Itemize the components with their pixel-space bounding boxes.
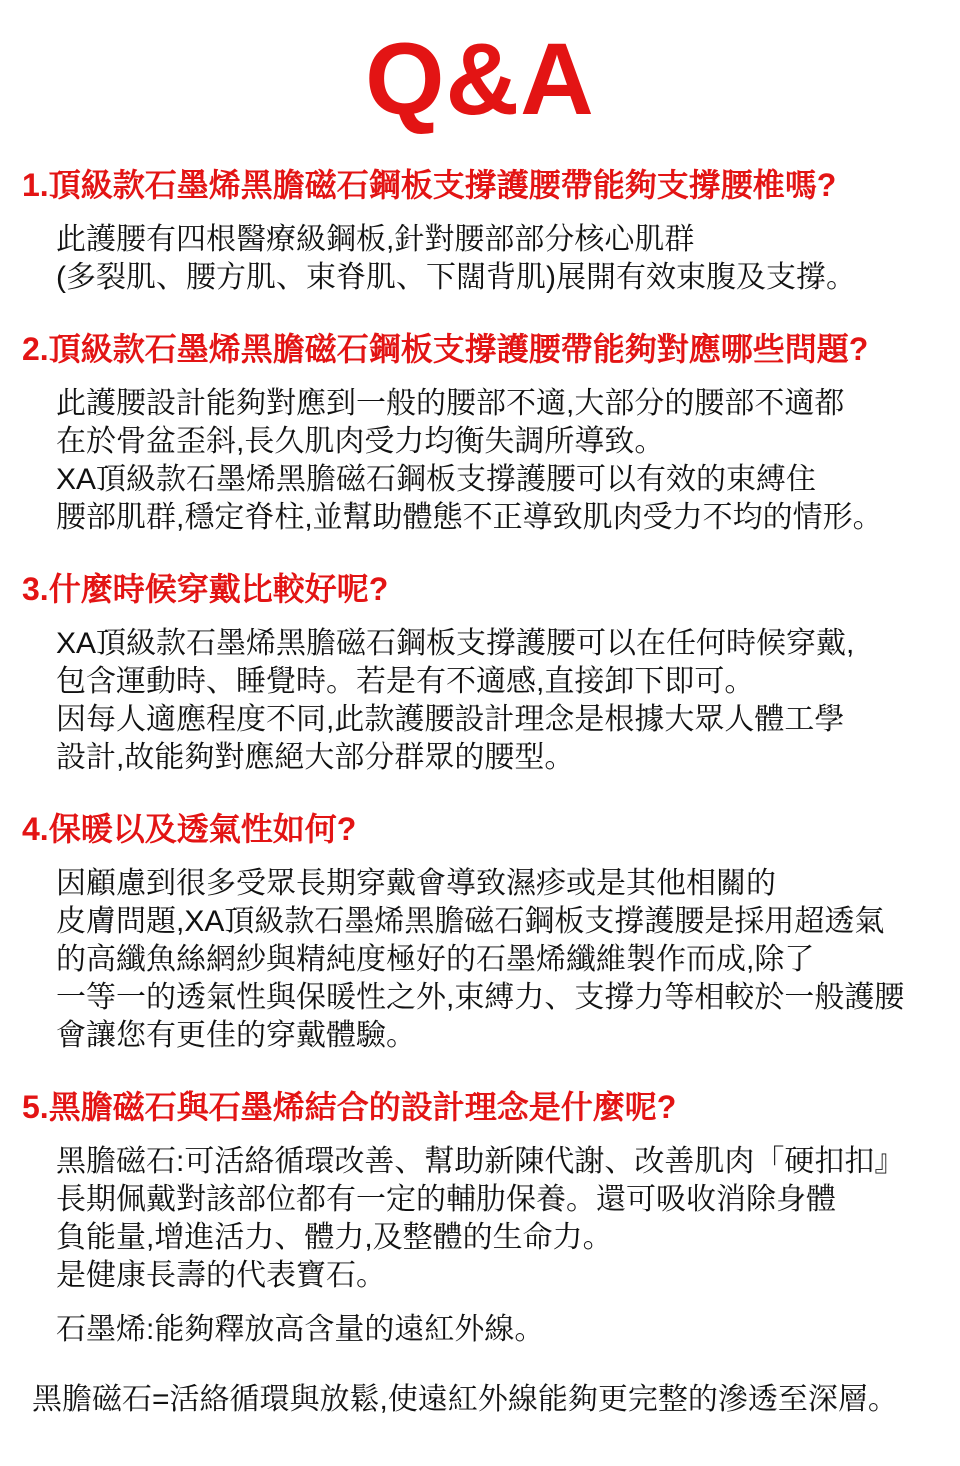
answer-line: 長期佩戴對該部位都有一定的輔肋保養。還可吸收消除身體 [56, 1183, 836, 1217]
question-heading: 3.什麼時候穿戴比較好呢? [22, 571, 389, 608]
answer-line: 包含運動時、睡覺時。若是有不適感,直接卸下即可。 [56, 665, 755, 699]
answer-line: 設計,故能夠對應絕大部分群眾的腰型。 [56, 741, 575, 775]
question-heading: 5.黑膽磁石與石墨烯結合的設計理念是什麼呢? [22, 1089, 677, 1126]
answer-line: 是健康長壽的代表寶石。 [56, 1259, 386, 1293]
footer-note: 黑膽磁石=活絡循環與放鬆,使遠紅外線能夠更完整的滲透至深層。 [32, 1383, 898, 1417]
answer-line: XA頂級款石墨烯黑膽磁石鋼板支撐護腰可以在任何時候穿戴, [56, 627, 855, 661]
answer-line: XA頂級款石墨烯黑膽磁石鋼板支撐護腰可以有效的束縛住 [56, 463, 817, 497]
answer-line: 的高纖魚絲網紗與精純度極好的石墨烯纖維製作而成,除了 [56, 943, 815, 977]
qa-section-list [0, 165, 960, 1349]
qa-section [0, 329, 960, 537]
answer-block [56, 865, 960, 1055]
qa-section [0, 1087, 960, 1349]
answer-line: 會讓您有更佳的穿戴體驗。 [56, 1019, 416, 1053]
answer-line: 因顧慮到很多受眾長期穿戴會導致濕疹或是其他相關的 [56, 867, 776, 901]
question-heading: 1.頂級款石墨烯黑膽磁石鋼板支撐護腰帶能夠支撐腰椎嗎? [22, 167, 837, 204]
answer-line: (多裂肌、腰方肌、束脊肌、下闊背肌)展開有效束腹及支撐。 [56, 261, 856, 295]
page-title: Q&A [365, 22, 595, 136]
answer-line: 皮膚問題,XA頂級款石墨烯黑膽磁石鋼板支撐護腰是採用超透氣 [56, 905, 885, 939]
answer-block [56, 385, 960, 537]
answer-block [56, 625, 960, 777]
answer-spacer [56, 1295, 960, 1311]
question-heading: 2.頂級款石墨烯黑膽磁石鋼板支撐護腰帶能夠對應哪些問題? [22, 331, 869, 368]
answer-block [56, 221, 960, 297]
qa-section [0, 809, 960, 1055]
answer-line: 一等一的透氣性與保暖性之外,束縛力、支撐力等相較於一般護腰 [56, 981, 905, 1015]
question-heading: 4.保暖以及透氣性如何? [22, 811, 357, 848]
answer-line: 此護腰設計能夠對應到一般的腰部不適,大部分的腰部不適都 [56, 387, 845, 421]
answer-line: 此護腰有四根醫療級鋼板,針對腰部部分核心肌群 [56, 223, 695, 257]
qa-section [0, 165, 960, 297]
answer-line: 因每人適應程度不同,此款護腰設計理念是根據大眾人體工學 [56, 703, 845, 737]
answer-block [56, 1143, 960, 1349]
answer-line: 石墨烯:能夠釋放高含量的遠紅外線。 [56, 1313, 545, 1347]
qa-section [0, 569, 960, 777]
answer-line: 負能量,增進活力、體力,及整體的生命力。 [56, 1221, 613, 1255]
answer-line: 在於骨盆歪斜,長久肌肉受力均衡失調所導致。 [56, 425, 665, 459]
answer-line: 腰部肌群,穩定脊柱,並幫助體態不正導致肌肉受力不均的情形。 [56, 501, 883, 535]
answer-line: 黑膽磁石:可活絡循環改善、幫助新陳代謝、改善肌肉「硬扣扣』 [56, 1145, 905, 1179]
